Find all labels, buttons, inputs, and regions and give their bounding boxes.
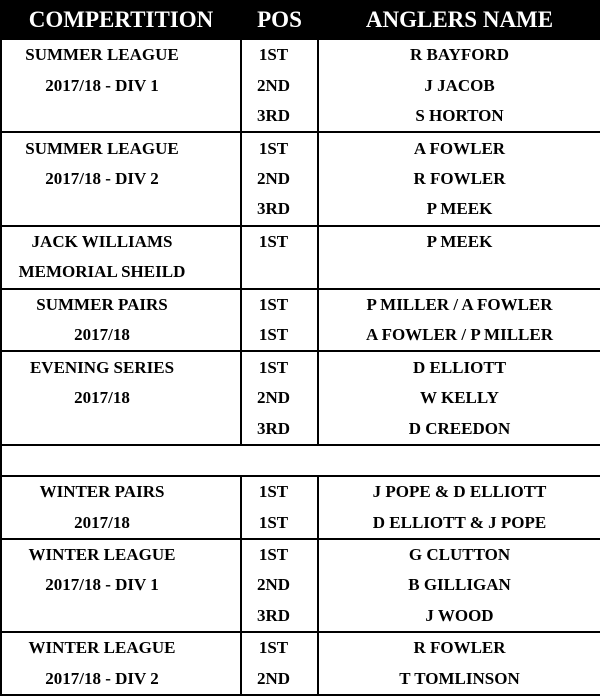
- angler-cell: J POPE & D ELLIOTT: [318, 476, 600, 507]
- competition-cell: [1, 194, 241, 225]
- position-cell: 2ND: [241, 70, 318, 100]
- competition-cell: MEMORIAL SHEILD: [1, 257, 241, 288]
- competition-cell: SUMMER LEAGUE: [1, 39, 241, 70]
- competition-cell: 2017/18 - DIV 2: [1, 664, 241, 695]
- table-row: [1, 226, 600, 257]
- competition-cell: WINTER PAIRS: [1, 476, 241, 507]
- table-row: [1, 539, 600, 570]
- table-row: [1, 570, 600, 600]
- position-cell: 3RD: [241, 413, 318, 444]
- position-cell: 1ST: [241, 351, 318, 382]
- competition-cell: 2017/18: [1, 507, 241, 538]
- position-cell: 1ST: [241, 539, 318, 570]
- table-row: [1, 194, 600, 225]
- competition-cell: EVENING SERIES: [1, 351, 241, 382]
- angler-cell: J WOOD: [318, 601, 600, 632]
- position-cell: 1ST: [241, 476, 318, 507]
- competition-cell: 2017/18 - DIV 2: [1, 164, 241, 194]
- table-row: [1, 601, 600, 632]
- angler-cell: [318, 257, 600, 288]
- table-row: [1, 289, 600, 320]
- angler-cell: P MEEK: [318, 194, 600, 225]
- angler-cell: A FOWLER / P MILLER: [318, 320, 600, 351]
- position-cell: [241, 257, 318, 288]
- position-cell: 1ST: [241, 507, 318, 538]
- angler-cell: B GILLIGAN: [318, 570, 600, 600]
- angler-cell: R FOWLER: [318, 632, 600, 663]
- table-row: [1, 70, 600, 100]
- header-anglers-name: ANGLERS NAME: [318, 1, 600, 39]
- position-cell: 1ST: [241, 289, 318, 320]
- group-summer-pairs: [1, 289, 600, 352]
- group-winter-pairs: [1, 476, 600, 539]
- competition-cell: JACK WILLIAMS: [1, 226, 241, 257]
- position-cell: 2ND: [241, 164, 318, 194]
- group-winter-league-div2: [1, 632, 600, 695]
- competition-cell: SUMMER LEAGUE: [1, 132, 241, 163]
- angler-cell: T TOMLINSON: [318, 664, 600, 695]
- angler-cell: P MEEK: [318, 226, 600, 257]
- competition-cell: SUMMER PAIRS: [1, 289, 241, 320]
- group-evening-series: [1, 351, 600, 444]
- position-cell: 2ND: [241, 664, 318, 695]
- angler-cell: A FOWLER: [318, 132, 600, 163]
- table-row: [1, 351, 600, 382]
- position-cell: 1ST: [241, 226, 318, 257]
- position-cell: 3RD: [241, 194, 318, 225]
- angler-cell: D ELLIOTT: [318, 351, 600, 382]
- table-row: [1, 413, 600, 444]
- table-row: [1, 101, 600, 132]
- table-row: [1, 507, 600, 538]
- angler-cell: W KELLY: [318, 383, 600, 413]
- spacer-cell: [1, 445, 600, 476]
- group-jack-williams: [1, 226, 600, 289]
- position-cell: 2ND: [241, 383, 318, 413]
- header-position: POS: [241, 1, 318, 39]
- spacer-group: [1, 445, 600, 476]
- angler-cell: G CLUTTON: [318, 539, 600, 570]
- table-row: [1, 132, 600, 163]
- table-row: [1, 320, 600, 351]
- competition-cell: 2017/18 - DIV 1: [1, 570, 241, 600]
- table-row: [1, 632, 600, 663]
- angler-cell: D ELLIOTT & J POPE: [318, 507, 600, 538]
- angler-cell: R BAYFORD: [318, 39, 600, 70]
- header-competition: COMPERTITION: [1, 1, 241, 39]
- position-cell: 1ST: [241, 39, 318, 70]
- position-cell: 1ST: [241, 320, 318, 351]
- table-row: [1, 383, 600, 413]
- position-cell: 1ST: [241, 632, 318, 663]
- competition-cell: WINTER LEAGUE: [1, 539, 241, 570]
- competition-cell: 2017/18 - DIV 1: [1, 70, 241, 100]
- table-row: [1, 476, 600, 507]
- competition-cell: [1, 601, 241, 632]
- spacer-row: [1, 445, 600, 476]
- competition-cell: [1, 101, 241, 132]
- position-cell: 2ND: [241, 570, 318, 600]
- table-row: [1, 164, 600, 194]
- angler-cell: R FOWLER: [318, 164, 600, 194]
- angler-cell: D CREEDON: [318, 413, 600, 444]
- position-cell: 3RD: [241, 601, 318, 632]
- group-summer-league-div1: [1, 39, 600, 132]
- competition-cell: WINTER LEAGUE: [1, 632, 241, 663]
- competition-cell: 2017/18: [1, 383, 241, 413]
- group-winter-league-div1: [1, 539, 600, 632]
- angler-cell: J JACOB: [318, 70, 600, 100]
- angler-cell: P MILLER / A FOWLER: [318, 289, 600, 320]
- header-row: [1, 1, 600, 39]
- position-cell: 1ST: [241, 132, 318, 163]
- table-row: [1, 664, 600, 695]
- angler-cell: S HORTON: [318, 101, 600, 132]
- table-row: [1, 39, 600, 70]
- position-cell: 3RD: [241, 101, 318, 132]
- group-summer-league-div2: [1, 132, 600, 225]
- competition-cell: [1, 413, 241, 444]
- competition-cell: 2017/18: [1, 320, 241, 351]
- table-row: [1, 257, 600, 288]
